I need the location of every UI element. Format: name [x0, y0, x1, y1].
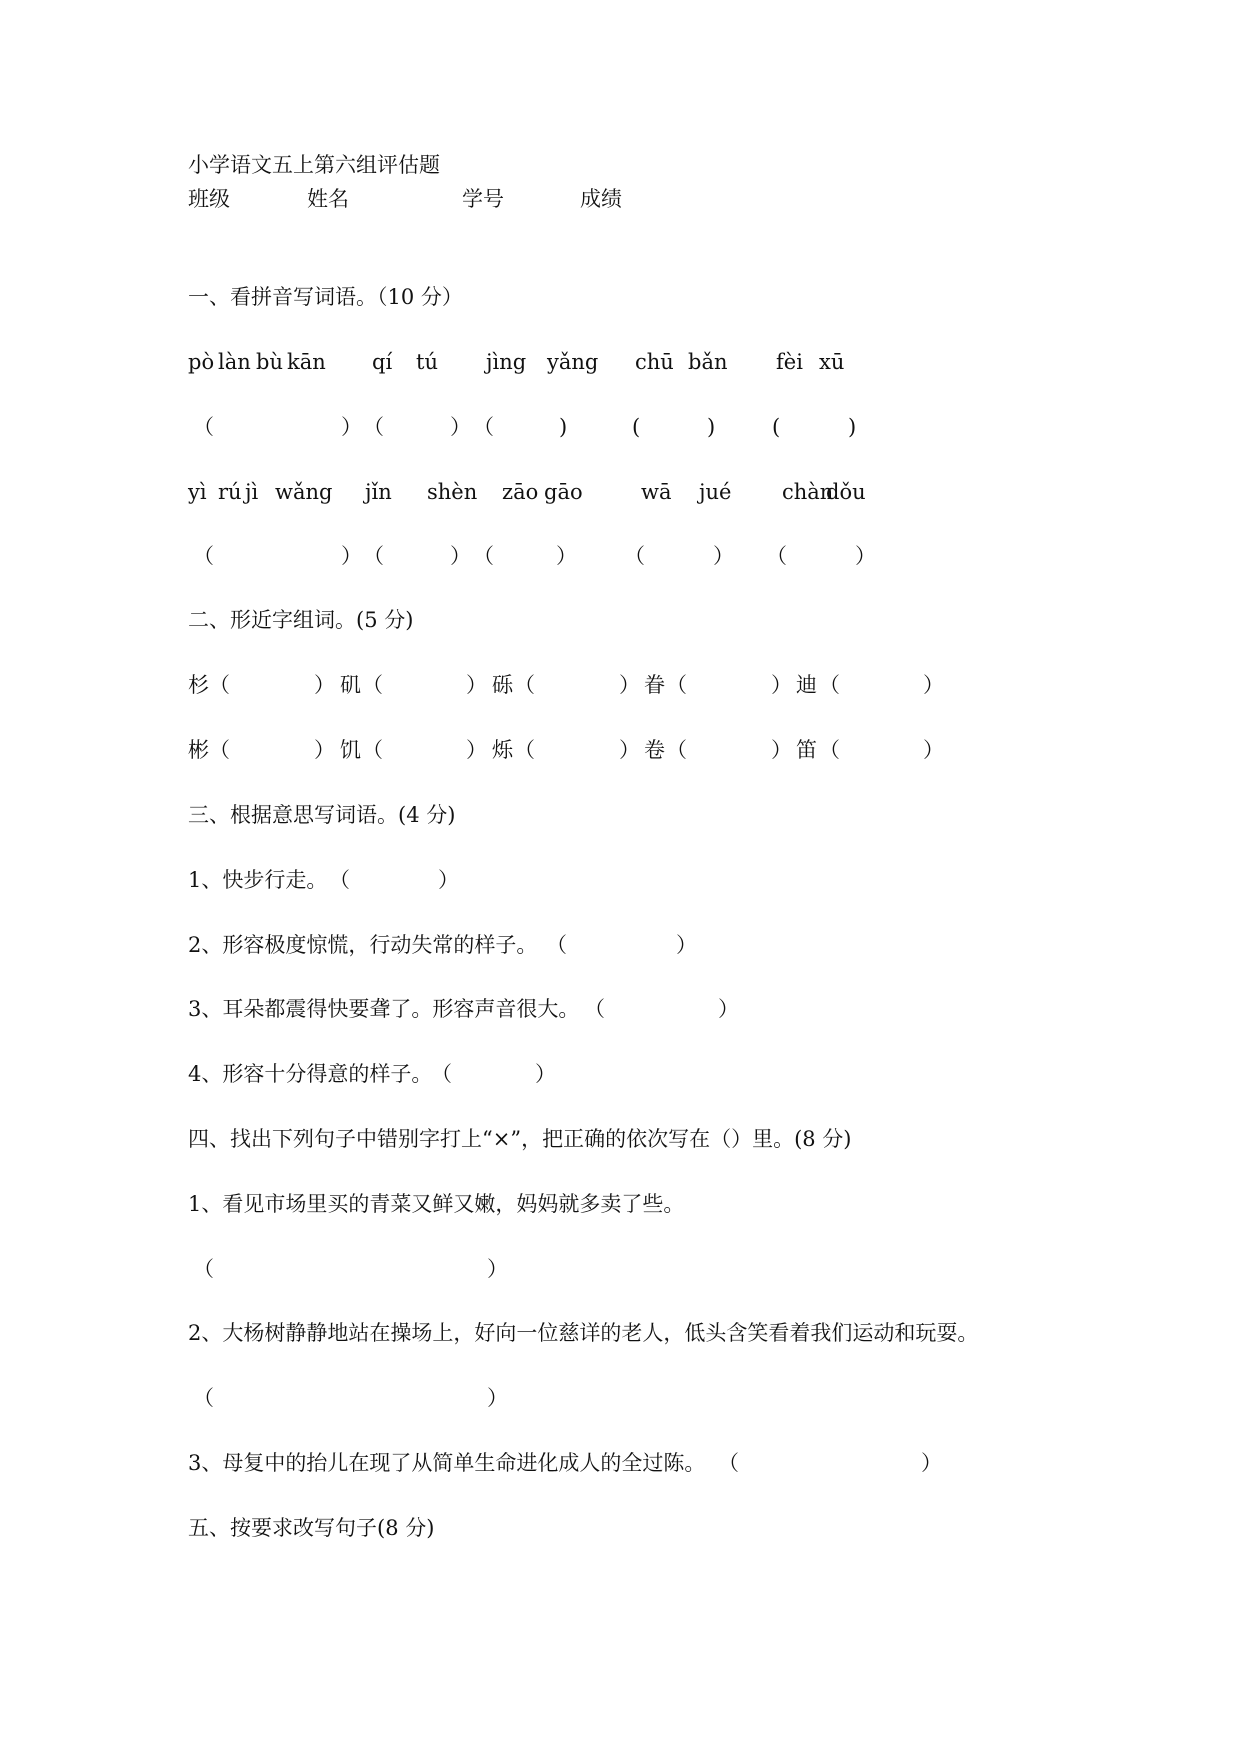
field-class: 班级: [188, 187, 230, 211]
paren-open: （: [584, 997, 605, 1021]
character: 眷: [644, 673, 665, 697]
paren-close: ）: [341, 415, 362, 439]
correction-sentence-3: 3、母复中的抬儿在现了从简单生命进化成人的全过陈。: [188, 1451, 706, 1475]
paren-open: （: [666, 738, 687, 762]
pinyin: kān: [287, 350, 326, 374]
character: 矶: [340, 673, 361, 697]
paren-open: （: [193, 544, 214, 568]
pinyin: chàn: [782, 480, 834, 504]
paren-close: ）: [438, 868, 459, 892]
pinyin: gāo: [544, 480, 583, 504]
pinyin: zāo: [502, 480, 539, 504]
paren-close: ): [848, 415, 857, 439]
paren-open: （: [209, 738, 230, 762]
paren-open: （: [362, 738, 383, 762]
paren-close: ）: [771, 673, 792, 697]
paren-close: ）: [619, 738, 640, 762]
paren-close: ）: [341, 544, 362, 568]
section-2-heading: 二、形近字组词。(5 分): [188, 608, 414, 632]
pinyin: pò: [188, 350, 215, 374]
paren-open: （: [514, 738, 535, 762]
pinyin: chū: [635, 350, 674, 374]
pinyin: wā: [641, 480, 672, 504]
paren-close: ): [707, 415, 716, 439]
paren-close: ）: [771, 738, 792, 762]
correction-sentence-1: 1、看见市场里买的青菜又鲜又嫩，妈妈就多卖了些。: [188, 1192, 685, 1216]
paren-close: ）: [718, 997, 739, 1021]
section-5-heading: 五、按要求改写句子(8 分): [188, 1516, 435, 1540]
paren-open: （: [363, 415, 384, 439]
paren-open: （: [819, 673, 840, 697]
correction-sentence-2: 2、大杨树静静地站在操场上，好向一位慈详的老人，低头含笑看着我们运动和玩耍。: [188, 1321, 979, 1345]
paren-open: （: [473, 415, 494, 439]
paren-open: （: [666, 673, 687, 697]
character: 杉: [188, 673, 209, 697]
paren-close: ）: [923, 738, 944, 762]
paren-close: ）: [855, 544, 876, 568]
paren-close: ）: [556, 544, 577, 568]
question-text: 4、形容十分得意的样子。: [188, 1062, 433, 1086]
paren-close: ): [559, 415, 568, 439]
character: 迪: [796, 673, 817, 697]
section-4-heading: 四、找出下列句子中错别字打上“×”，把正确的依次写在（）里。(8 分): [188, 1127, 852, 1151]
paren-open: (: [632, 415, 641, 439]
pinyin: jì: [245, 480, 259, 504]
paren-close: ）: [450, 415, 471, 439]
character: 笛: [796, 738, 817, 762]
section-3-heading: 三、根据意思写词语。(4 分): [188, 803, 456, 827]
paren-close: ）: [487, 1257, 508, 1281]
pinyin: bù: [256, 350, 283, 374]
paren-open: （: [624, 544, 645, 568]
pinyin: làn: [218, 350, 251, 374]
section-1-heading: 一、看拼音写词语。（10 分）: [188, 285, 463, 309]
paren-close: ）: [450, 544, 471, 568]
paren-open: （: [718, 1451, 739, 1475]
paren-close: ）: [314, 738, 335, 762]
pinyin: xū: [819, 350, 845, 374]
paren-open: （: [546, 933, 567, 957]
paren-open: （: [362, 673, 383, 697]
paren-open: (: [772, 415, 781, 439]
character: 卷: [644, 738, 665, 762]
pinyin: fèi: [776, 350, 803, 374]
paren-open: （: [819, 738, 840, 762]
paren-close: ）: [535, 1062, 556, 1086]
pinyin: jìng: [486, 350, 527, 374]
character: 烁: [492, 738, 513, 762]
pinyin: jǐn: [365, 480, 392, 504]
pinyin: bǎn: [688, 350, 728, 374]
paren-open: （: [193, 1386, 214, 1410]
character: 砾: [492, 673, 513, 697]
paren-open: （: [363, 544, 384, 568]
paren-open: （: [473, 544, 494, 568]
field-score: 成绩: [580, 187, 622, 211]
paren-open: （: [766, 544, 787, 568]
pinyin: yì: [188, 480, 207, 504]
paren-close: ）: [314, 673, 335, 697]
paren-open: （: [514, 673, 535, 697]
paren-close: ）: [619, 673, 640, 697]
field-student-number: 学号: [462, 187, 504, 211]
paren-open: （: [329, 868, 350, 892]
pinyin: qí: [372, 350, 393, 374]
paren-open: （: [431, 1062, 452, 1086]
question-text: 3、耳朵都震得快要聋了。形容声音很大。: [188, 997, 580, 1021]
paren-close: ）: [713, 544, 734, 568]
pinyin: jué: [699, 480, 732, 504]
paren-open: （: [193, 415, 214, 439]
paren-close: ）: [921, 1451, 942, 1475]
pinyin: dǒu: [826, 480, 866, 504]
paren-close: ）: [466, 738, 487, 762]
character: 饥: [340, 738, 361, 762]
pinyin: rú: [218, 480, 242, 504]
page-title: 小学语文五上第六组评估题: [188, 153, 440, 177]
paren-close: ）: [487, 1386, 508, 1410]
field-name: 姓名: [307, 187, 349, 211]
pinyin: wǎng: [275, 480, 333, 504]
question-text: 2、形容极度惊慌，行动失常的样子。: [188, 933, 538, 957]
question-text: 1、快步行走。: [188, 868, 328, 892]
paren-close: ）: [466, 673, 487, 697]
character: 彬: [188, 738, 209, 762]
paren-close: ）: [676, 933, 697, 957]
paren-close: ）: [923, 673, 944, 697]
pinyin: shèn: [427, 480, 478, 504]
pinyin: tú: [416, 350, 438, 374]
paren-open: （: [209, 673, 230, 697]
pinyin: yǎng: [547, 350, 599, 374]
paren-open: （: [193, 1257, 214, 1281]
